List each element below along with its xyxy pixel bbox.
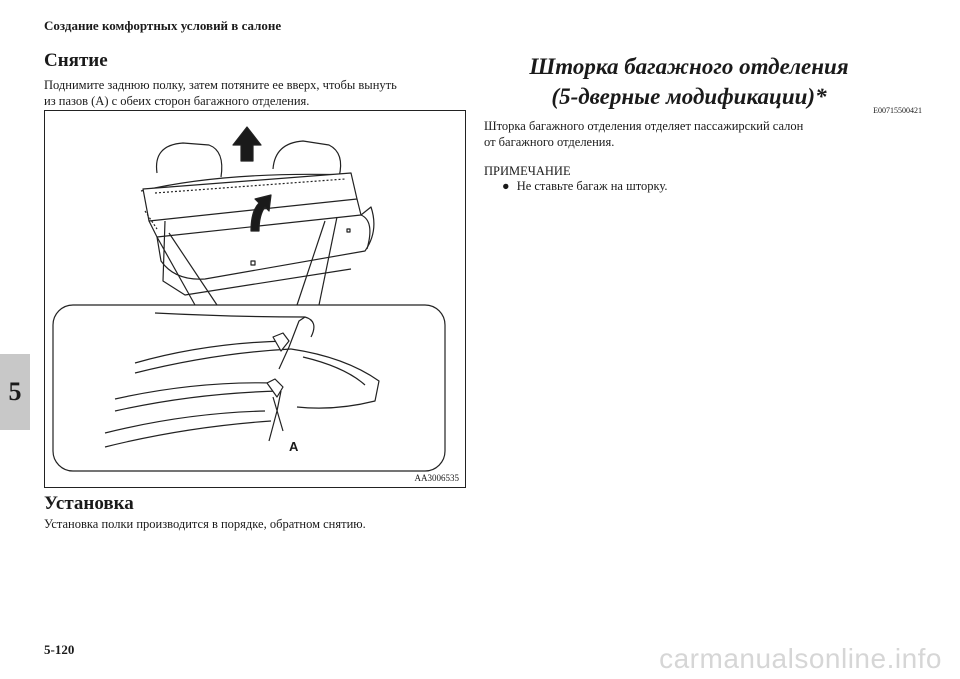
watermark: carmanualsonline.info — [659, 643, 942, 674]
section-title-line-2: (5-дверные модификации)* — [551, 84, 827, 109]
note-item-text: Не ставьте багаж на шторку. — [516, 179, 668, 193]
removal-text-line-1: Поднимите заднюю полку, затем потяните ее вверх, чтобы вынуть — [44, 78, 397, 92]
removal-illustration — [44, 110, 466, 488]
install-text: Установка полки производится в порядке, обратном снятию. — [44, 517, 366, 531]
chapter-tab: 5 — [0, 354, 30, 430]
headrest-right — [273, 141, 341, 177]
callout-a: A — [289, 439, 299, 454]
note-label: ПРИМЕЧАНИЕ — [484, 164, 571, 178]
shelf-removal-drawing — [45, 111, 465, 487]
removal-heading: Снятие — [44, 50, 108, 71]
note-item — [502, 179, 668, 194]
headrest-left — [157, 143, 222, 177]
document-code: E00715500421 — [873, 106, 922, 115]
section-title-line-1: Шторка багажного отделения — [529, 54, 849, 79]
removal-text-line-2: из пазов (A) с обеих сторон багажного отделения. — [44, 94, 310, 108]
parcel-shelf — [143, 173, 357, 221]
bullet-icon: ● — [502, 179, 510, 193]
curtain-text-line-2: от багажного отделения. — [484, 135, 615, 149]
trunk-floor — [157, 207, 374, 279]
install-heading: Установка — [44, 493, 134, 514]
up-arrow-icon — [233, 127, 261, 161]
section-title — [484, 52, 894, 112]
page-header: Создание комфортных условий в салоне — [44, 18, 282, 33]
page-number: 5-120 — [44, 642, 75, 657]
detail-frame — [53, 305, 445, 471]
figure-code: AA3006535 — [414, 473, 459, 483]
curtain-text-line-1: Шторка багажного отделения отделяет пассажирский салон — [484, 119, 804, 133]
